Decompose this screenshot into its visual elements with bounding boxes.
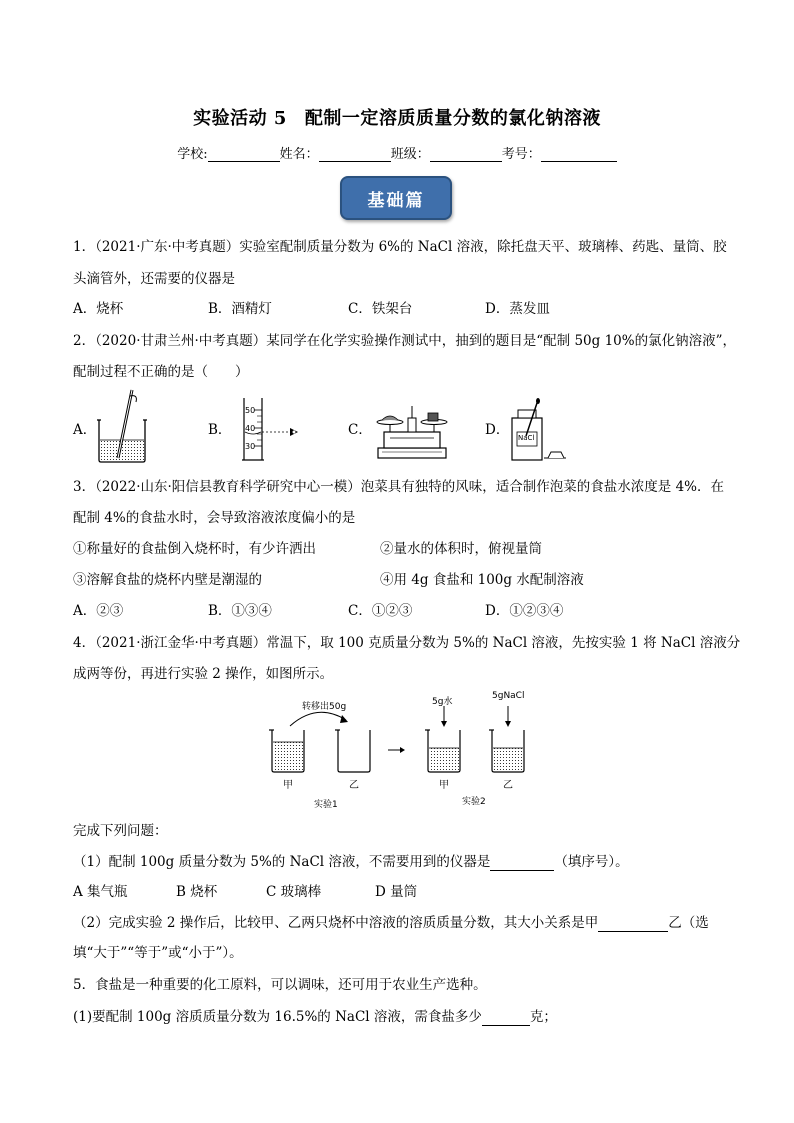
graduated-cylinder-image	[234, 396, 304, 462]
q4-sub2-line1	[73, 914, 709, 932]
q5-sub1	[73, 1008, 557, 1026]
q3-stem-line2: 配制 4%的食盐水时，会导致溶液浓度偏小的是	[73, 510, 356, 526]
q4-sub2-text: （2）完成实验 2 操作后，比较甲、乙两只烧杯中溶液的溶质质量分数，其大小关系是甲	[73, 915, 599, 931]
water-label: 5g水	[432, 697, 453, 707]
q4-sub1-option-c[interactable]: C 玻璃棒	[266, 884, 322, 900]
q2-option-c-label[interactable]: C．	[348, 422, 372, 438]
q3-stem-line1: 3．（2022·山东·阳信县教育科学研究中心一模）泡菜具有独特的风味，适合制作泡菜的食盐水浓度是 4%．在	[73, 479, 724, 495]
q3-item-2: ②量水的体积时，俯视量筒	[380, 541, 542, 557]
exam-number-field[interactable]	[541, 149, 617, 162]
q4-sub1-answer-blank[interactable]	[490, 857, 554, 871]
q1-option-d[interactable]: D．蒸发皿	[485, 301, 550, 317]
exp1-beaker-yi-label: 乙	[349, 780, 359, 791]
q2-option-b-label[interactable]: B．	[208, 422, 232, 438]
school-field[interactable]	[208, 149, 280, 162]
experiment-figure	[262, 690, 542, 810]
balance-scale-image	[370, 402, 452, 462]
q4-sub1-option-a[interactable]: A 集气瓶	[73, 884, 128, 900]
q3-option-a[interactable]: A．②③	[73, 603, 124, 619]
exp1-label: 实验1	[314, 800, 338, 810]
title-text: 配制一定溶质质量分数的氯化钠溶液	[304, 108, 601, 129]
q3-option-c[interactable]: C．①②③	[348, 603, 413, 619]
reagent-bottle-image	[508, 396, 568, 462]
student-info-row	[0, 143, 794, 162]
q3-item-1: ①称量好的食盐倒入烧杯时，有少许洒出	[73, 541, 316, 557]
cylinder-mark-50: 50	[245, 406, 256, 415]
section-badge: 基础篇	[340, 176, 452, 220]
q4-sub2-answer-blank[interactable]	[598, 918, 668, 932]
nacl-bottle-label: NaCl	[518, 434, 535, 442]
q4-sub1-option-d[interactable]: D 量筒	[375, 884, 418, 900]
name-field[interactable]	[319, 149, 391, 162]
q5-sub1-text: (1)要配制 100g 溶质质量分数为 16.5%的 NaCl 溶液，需食盐多少	[73, 1009, 482, 1025]
q1-option-a[interactable]: A．烧杯	[73, 301, 124, 317]
stirring-beaker-image	[94, 386, 150, 464]
q2-stem-line2: 配制过程不正确的是（ ）	[73, 364, 249, 380]
q2-option-a-label[interactable]: A．	[73, 422, 97, 438]
q5-sub1-text-end: 克；	[529, 1009, 557, 1025]
q1-option-c[interactable]: C．铁架台	[348, 301, 413, 317]
q4-sub2-text-end: 乙（选	[668, 915, 709, 931]
q4-sub2-line2: 填“大于”“等于”或“小于”）。	[73, 945, 243, 961]
cylinder-mark-40: 40	[245, 424, 256, 433]
class-label: 班级：	[390, 147, 430, 162]
q2-option-d-label[interactable]: D．	[485, 422, 510, 438]
q3-item-4: ④用 4g 食盐和 100g 水配制溶液	[380, 572, 584, 588]
q4-sub1-text: （1）配制 100g 质量分数为 5%的 NaCl 溶液，不需要用到的仪器是	[73, 854, 491, 870]
exp2-beaker-yi-label: 乙	[503, 780, 513, 791]
q3-option-d[interactable]: D．①②③④	[485, 603, 564, 619]
name-label: 姓名：	[279, 147, 319, 162]
cylinder-mark-30: 30	[245, 442, 256, 451]
q5-sub1-answer-blank[interactable]	[482, 1012, 530, 1026]
q4-sub1	[73, 853, 629, 871]
q1-stem-line2: 头滴管外，还需要的仪器是	[73, 271, 235, 287]
q4-stem-line1: 4．（2021·浙江金华·中考真题）常温下，取 100 克质量分数为 5%的 NaCl 溶液，先按实验 1 将 NaCl 溶液分	[73, 635, 741, 651]
exp2-beaker-jia-label: 甲	[439, 780, 449, 791]
q1-option-b[interactable]: B．酒精灯	[208, 301, 272, 317]
q4-sub1-option-b[interactable]: B 烧杯	[176, 884, 218, 900]
page-title	[0, 104, 794, 130]
q3-option-b[interactable]: B．①③④	[208, 603, 272, 619]
q3-item-3: ③溶解食盐的烧杯内壁是潮湿的	[73, 572, 262, 588]
q2-stem-line1: 2．（2020·甘肃兰州·中考真题）某同学在化学实验操作测试中，抽到的题目是“配制 50g 10%的氯化钠溶液”，	[73, 333, 736, 349]
exp2-label: 实验2	[462, 797, 486, 807]
exp1-beaker-jia-label: 甲	[283, 780, 293, 791]
q4-stem-line2: 成两等份，再进行实验 2 操作，如图所示。	[73, 666, 334, 682]
title-activity-number: 实验活动 5	[193, 108, 287, 129]
q1-stem-line1: 1．（2021·广东·中考真题）实验室配制质量分数为 6%的 NaCl 溶液，除托盘天平、玻璃棒、药匙、量筒、胶	[73, 239, 727, 255]
q5-stem: 5．食盐是一种重要的化工原料，可以调味，还可用于农业生产选种。	[73, 977, 487, 993]
class-field[interactable]	[430, 149, 502, 162]
transfer-label: 转移出50g	[302, 702, 347, 712]
q4-intro: 完成下列问题：	[73, 823, 168, 839]
q4-sub1-text-end: （填序号）。	[554, 854, 629, 870]
school-label: 学校:	[177, 147, 208, 162]
salt-label: 5gNaCl	[492, 691, 525, 701]
exam-number-label: 考号：	[501, 147, 541, 162]
